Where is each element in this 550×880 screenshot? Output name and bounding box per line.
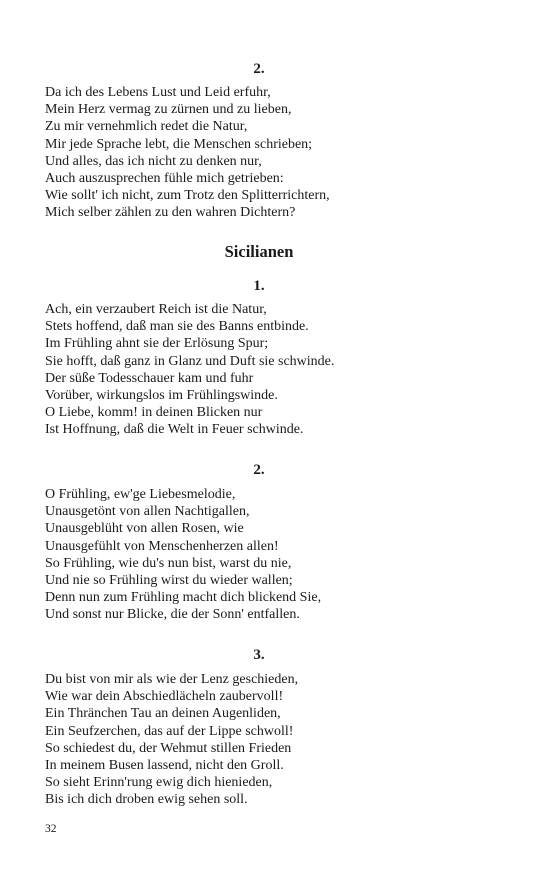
verse-line: Bis ich dich droben ewig sehen soll. bbox=[45, 792, 248, 808]
verse-line: Unausgeblüht von allen Rosen, wie bbox=[45, 521, 244, 537]
verse-line: Mich selber zählen zu den wahren Dichtern? bbox=[45, 205, 296, 221]
stanza bbox=[45, 671, 515, 809]
verse-line: Vorüber, wirkungslos im Frühlingswinde. bbox=[45, 387, 278, 403]
stanza-number: 3. bbox=[253, 647, 265, 663]
verse-line: Sie hofft, daß ganz in Glanz und Duft sie schwinde. bbox=[45, 353, 335, 369]
verse-line: Da ich des Lebens Lust und Leid erfuhr, bbox=[45, 85, 271, 100]
verse-line: Denn nun zum Frühling macht dich blickend Sie, bbox=[45, 590, 322, 606]
verse-line: Unausgefühlt von Menschenherzen allen! bbox=[45, 538, 279, 554]
stanza-number: 1. bbox=[253, 278, 265, 294]
verse-line: Mein Herz vermag zu zürnen und zu lieben, bbox=[45, 102, 292, 118]
verse-line: Mir jede Sprache lebt, die Menschen schrieben; bbox=[45, 136, 313, 152]
verse-line: Im Frühling ahnt sie der Erlösung Spur; bbox=[45, 336, 269, 352]
verse-line: Der süße Todesschauer kam und fuhr bbox=[45, 370, 254, 386]
verse-line: Auch auszusprechen fühle mich getrieben: bbox=[45, 170, 284, 186]
verse-line: Und nie so Frühling wirst du wieder wallen; bbox=[45, 572, 293, 588]
verse-line: Ach, ein verzaubert Reich ist die Natur, bbox=[45, 302, 267, 317]
verse-line: Und alles, das ich nicht zu denken nur, bbox=[45, 153, 262, 169]
stanza bbox=[45, 301, 515, 439]
verse-line: Zu mir vernehmlich redet die Natur, bbox=[45, 119, 248, 135]
verse-line: Ein Seufzerchen, das auf der Lippe schwoll! bbox=[45, 723, 294, 739]
verse-line: So Frühling, wie du's nun bist, warst du nie, bbox=[45, 555, 292, 571]
verse-line: Ist Hoffnung, daß die Welt in Feuer schwinde. bbox=[45, 422, 304, 438]
section-title: Sicilianen bbox=[224, 242, 294, 261]
stanza-number: 2. bbox=[253, 462, 265, 478]
verse-line: So schiedest du, der Wehmut stillen Frieden bbox=[45, 740, 292, 756]
page-number: 32 bbox=[45, 823, 57, 835]
stanza bbox=[45, 84, 515, 222]
verse-line: Wie war dein Abschiedlächeln zaubervoll! bbox=[45, 689, 284, 705]
verse-line: In meinem Busen lassend, nicht den Groll. bbox=[45, 757, 284, 773]
verse-line: O Frühling, ew'ge Liebesmelodie, bbox=[45, 487, 236, 502]
verse-line: So sieht Erinn'rung ewig dich hienieden, bbox=[45, 775, 273, 791]
stanza bbox=[45, 486, 515, 624]
verse-line: Wie sollt' ich nicht, zum Trotz den Splitterrichtern, bbox=[45, 188, 330, 204]
verse-line: Stets hoffend, daß man sie des Banns entbinde. bbox=[45, 319, 309, 335]
verse-line: Unausgetönt von allen Nachtigallen, bbox=[45, 504, 250, 520]
verse-line: O Liebe, komm! in deinen Blicken nur bbox=[45, 405, 263, 421]
verse-line: Und sonst nur Blicke, die der Sonn' entfallen. bbox=[45, 607, 300, 623]
verse-line: Du bist von mir als wie der Lenz geschieden, bbox=[45, 672, 299, 687]
stanza-number: 2. bbox=[253, 61, 265, 77]
verse-line: Ein Thränchen Tau an deinen Augenliden, bbox=[45, 706, 281, 722]
